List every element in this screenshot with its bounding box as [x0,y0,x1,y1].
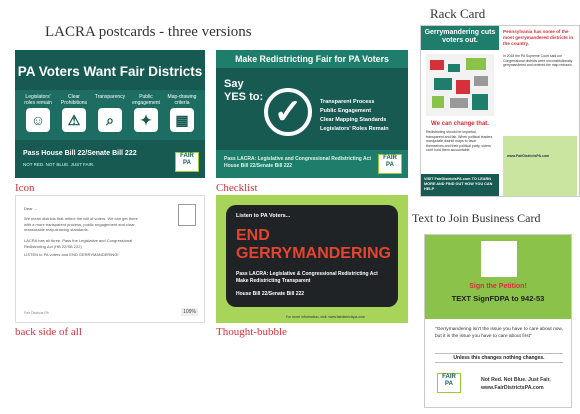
business-card [424,234,572,408]
caption-icon: Icon [15,182,35,194]
rack-card [420,25,580,197]
qr-code-icon [481,241,517,277]
icon-title: PA Voters Want Fair Districts [17,64,203,79]
rack-right-head: Pennsylvania has some of the most gerrymandered districts in the country. [503,29,574,46]
end-text: END [236,227,270,244]
rack-change: We can change that. [431,121,489,127]
rack-right-text: In 2018 the PA Supreme Court said our Congressional districts were unconstitutionally gerrymandered and ordered the map redrawn. [503,54,573,67]
biz-sign: Sign the Petition! [469,283,527,290]
icon-item-1 [21,94,55,132]
icon-item-label: Clear Prohibitions [60,94,88,106]
return-address: Fair Districts PA [24,311,49,315]
check-list [320,98,389,134]
act-text [236,271,378,284]
icon-item-label: Transparency [94,94,126,100]
icon-postcard [15,50,205,178]
rack-headline: Gerrymandering cuts voters out. [421,26,499,50]
icon-tagline: NOT RED. NOT BLUE. JUST FAIR. [23,162,95,167]
gerry-text: GERRYMANDERING [236,245,391,262]
fair-pa-logo: FAIR PA [437,373,461,393]
main-heading: LACRA postcards - three versions [45,24,252,40]
check-say [224,78,263,104]
stamp-box [178,204,196,226]
check-item: Clear Mapping Standards [320,117,387,123]
megaphone-icon: ✦ [134,108,158,132]
bills-text: House Bill 22/Senate Bill 222 [236,291,305,297]
biz-unless: Unless this changes nothing changes. [435,353,563,363]
icon-item-4 [129,94,163,132]
back-greeting: Dear ... [24,206,38,211]
map-icon: ▦ [170,108,194,132]
rack-visit: VISIT FairDistrictsPA.com TO LEARN MORE AND FIND OUT HOW YOU CAN HELP [421,174,499,196]
say-text: Say [224,78,244,90]
caption-thought: Thought-bubble [216,326,287,338]
fair-pa-logo: FAIR PA [175,152,199,172]
rack-url: www.FairDistrictsPA.com [507,154,550,158]
rack-heading: Rack Card [430,6,486,21]
zoom-indicator[interactable]: 109% [183,309,196,315]
fair-pa-logo: FAIR PA [378,154,402,174]
biz-tagline: Not Red. Not Blue. Just Fair. [481,377,551,383]
magnifier-icon: ⌕ [98,108,122,132]
back-para-2: LACRA has all three. Pass the Legislative and Congressional Redistricting Act (HB 22/SB 222) [24,238,133,249]
thought-bubble [226,205,398,307]
site-text: For more information, visit: www.fairdistrictspa.com [286,315,365,319]
district-map-image [426,54,494,116]
check-item: Legislators' Roles Remain [320,126,389,132]
caption-back: back side of all [15,326,82,338]
check-footer-2: House Bill 22/Senate Bill 222 [224,163,293,169]
icon-bill: Pass House Bill 22/Senate Bill 222 [23,150,137,157]
rack-right-bottom [503,136,577,196]
back-postcard [15,195,205,323]
people-icon: ☺ [26,108,50,132]
icon-item-3 [93,94,127,132]
icon-item-5 [165,94,199,132]
biz-heading: Text to Join Business Card [412,211,541,225]
act-line: Pass LACRA: Legislative & Congressional Redistricting Act [236,271,378,277]
yes-text: YES to: [224,91,264,103]
rack-left-text: Redistricting should be impartial, transparent and fair. When political leaders manipulate district maps to favor themselves and their political party, voters can't hold them accountable. [426,130,493,152]
check-item: Public Engagement [320,108,372,114]
thought-postcard [216,195,408,323]
check-footer-1: Pass LACRA: Legislative and Congressional Redistricting Act [224,156,372,162]
icon-item-label: Legislators' roles remain [24,94,52,106]
checklist-postcard [216,50,408,178]
listen-text: Listen to PA Voters... [236,213,291,219]
check-item: Transparent Process [320,99,375,105]
warning-icon: ⚠ [62,108,86,132]
biz-quote: "Gerrymandering isn't the issue you have to care about now, but it is the issue you have to care about first" [435,327,563,339]
back-para-1: We mean districts that reflect the will of voters. We can get there with a more transparent process, public engagement and clear, measurable map-drawing standards. [24,216,138,232]
biz-top [425,235,571,319]
caption-checklist: Checklist [216,182,258,194]
end-gerry [236,227,391,263]
icon-item-label: Public engagement [132,94,160,106]
checkmark-icon: ✓ [264,88,312,136]
transparent-line: Make Redistricting Transparent [236,277,311,284]
back-para-3: LISTEN to PA voters and END GERRYMANDERING! [24,252,119,257]
icon-item-label: Map-drawing criteria [167,94,197,106]
icon-item-2 [57,94,91,132]
biz-text: TEXT SignFDPA to 942-53 [451,294,545,303]
biz-web: www.FairDistrictsPA.com [481,385,544,391]
check-header: Make Redistricting Fair for PA Voters [216,50,408,68]
